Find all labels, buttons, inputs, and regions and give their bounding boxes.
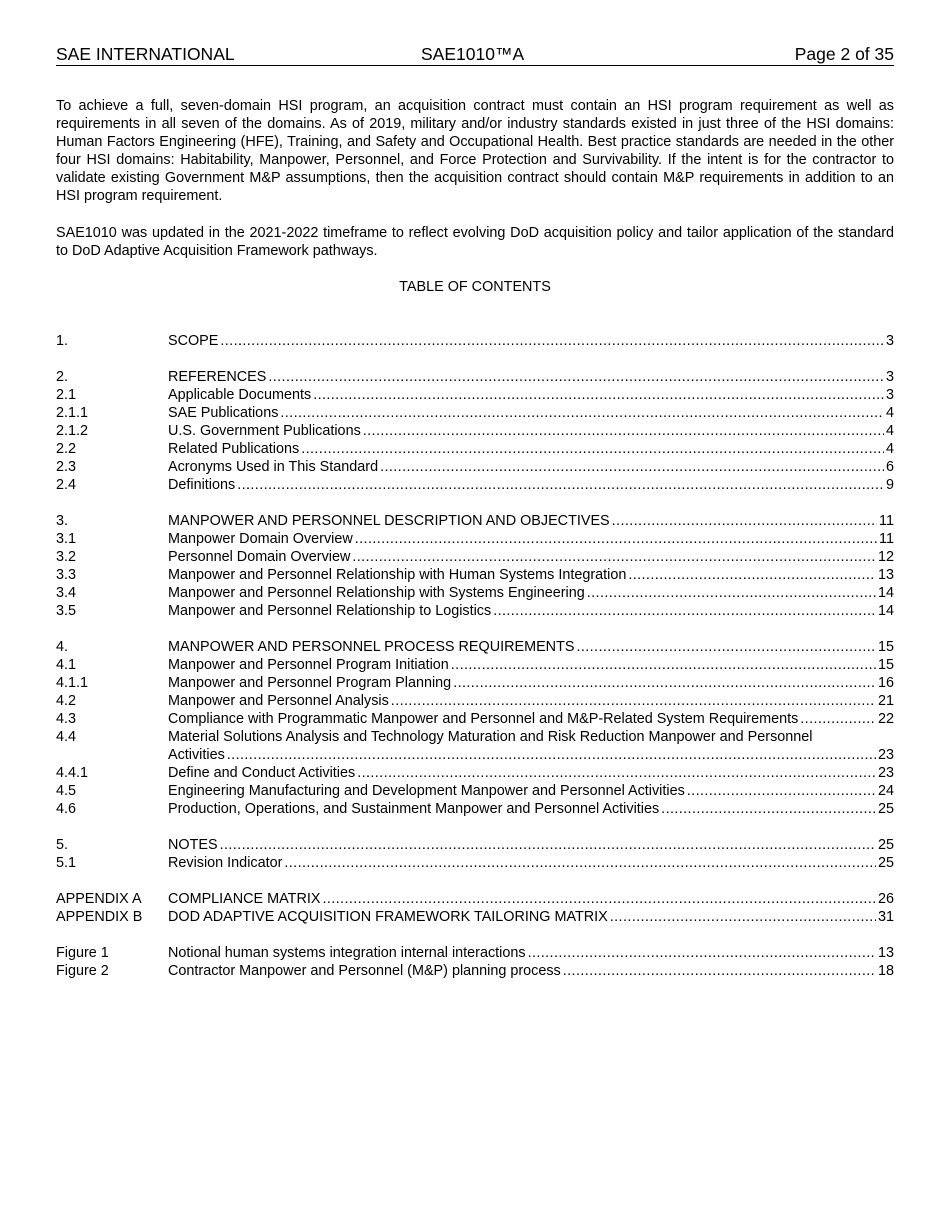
toc-entry-number: Figure 1 [56,945,109,961]
toc-entry-title: Manpower and Personnel Relationship with Systems Engineering [168,585,585,601]
toc-entry-number: 4.1.1 [56,675,89,691]
toc-dot-leader [587,584,876,602]
toc-dot-leader [268,368,884,386]
toc-entry-page: 23 [877,765,894,781]
toc-entry-number: 4.4.1 [56,765,89,781]
toc-dot-leader [453,674,876,692]
toc-entry-page: 3 [885,369,894,385]
toc-dot-leader [661,800,876,818]
toc-entry-link[interactable] [168,782,894,800]
toc-entry-title: Define and Conduct Activities [168,765,356,781]
toc-entry-title: SAE Publications [168,405,279,421]
toc-entry-title: MANPOWER AND PERSONNEL PROCESS REQUIREMENTS [168,639,575,655]
toc-entry-title: Acronyms Used in This Standard [168,459,379,475]
toc-entry[interactable] [56,602,894,620]
toc-entry-link[interactable] [168,692,894,710]
toc-dot-leader [237,476,884,494]
toc-entry-title: Compliance with Programmatic Manpower and Personnel and M&P-Related System Requirements [168,711,799,727]
toc-entry-title: MANPOWER AND PERSONNEL DESCRIPTION AND OBJECTIVES [168,513,610,529]
toc-entry-number: 4.6 [56,801,77,817]
toc-entry-number: 2.4 [56,477,77,493]
toc-entry[interactable] [56,692,894,710]
toc-entry-page: 25 [877,855,894,871]
toc-entry-link[interactable] [168,602,894,620]
toc-entry-page: 25 [877,801,894,817]
toc-entry-link[interactable] [168,404,894,422]
toc-entry[interactable] [56,764,894,782]
toc-entry-number: 4.3 [56,711,77,727]
toc-dot-leader [528,944,876,962]
toc-entry-page: 24 [877,783,894,799]
toc-entry-link[interactable] [168,944,894,962]
toc-entry-page: 16 [877,675,894,691]
toc-entry[interactable] [56,404,894,422]
toc-entry-number: 5.1 [56,855,77,871]
toc-entry-title: Definitions [168,477,236,493]
toc-entry-number: 2.1.1 [56,405,89,421]
toc-entry-page: 3 [885,387,894,403]
toc-entry-title: Personnel Domain Overview [168,549,351,565]
toc-entry-link[interactable] [168,710,894,728]
toc-entry-page: 3 [885,333,894,349]
toc-entry-page: 4 [885,441,894,457]
toc-dot-leader [800,710,876,728]
toc-entry-page: 31 [877,909,894,925]
toc-entry-page: 15 [877,657,894,673]
toc-entry-page: 6 [885,459,894,475]
toc-entry-page: 18 [877,963,894,979]
toc-entry[interactable] [56,782,894,800]
toc-entry-title: Revision Indicator [168,855,283,871]
toc-entry-link[interactable] [168,332,894,350]
toc-entry-link[interactable] [168,908,894,926]
toc-entry-title: Manpower and Personnel Analysis [168,693,389,709]
toc-entry-title: Related Publications [168,441,300,457]
toc-entry-number: 2. [56,369,69,385]
toc-entry-page: 14 [877,585,894,601]
toc-entry-title: U.S. Government Publications [168,423,361,439]
toc-entry-link[interactable] [168,890,894,908]
toc-entry-link[interactable] [168,674,894,692]
toc-entry-number: 3.1 [56,531,77,547]
intro-paragraph-2: SAE1010 was updated in the 2021-2022 timeframe to reflect evolving DoD acquisition policy and tailor application of the standard to DoD Adaptive Acquisition Framework pathways. [56,225,894,259]
toc-entry-link[interactable] [168,566,894,584]
toc-entry-link[interactable] [168,386,894,404]
toc-entry-link[interactable] [168,854,894,872]
toc-dot-leader [576,638,876,656]
toc-entry[interactable] [56,962,894,980]
toc-entry-page: 21 [877,693,894,709]
toc-dot-leader [610,908,876,926]
toc-entry[interactable] [56,908,894,926]
toc-entry[interactable] [56,566,894,584]
toc-entry[interactable] [56,890,894,908]
toc-entry-number: 2.1 [56,387,77,403]
toc-entry[interactable] [56,728,894,764]
toc-dot-leader [391,692,876,710]
toc-entry-page: 13 [877,945,894,961]
toc-entry[interactable] [56,332,894,350]
toc-entry[interactable] [56,800,894,818]
toc-entry-page: 15 [877,639,894,655]
toc-entry[interactable] [56,656,894,674]
toc-dot-leader [227,746,876,764]
intro-paragraph-1: To achieve a full, seven-domain HSI program, an acquisition contract must contain an HSI program requirement as well as requirements in all seven of the domains. As of 2019, military and/or industry standards existed in just three of the HSI domains: Human Factors Engineering (HFE), Training, and Safety and Occupational Health. Best practice standards are needed in the other four HSI domains: Habitability, Manpower, Personnel, and Force Protection and Survivability. If the intent is for the contractor to validate existing Government M&P assumptions, then the acquisition contract should contain M&P requirements in addition to an HSI program requirement. [56,98,894,204]
toc-dot-leader [352,548,876,566]
toc-entry-number: 5. [56,837,69,853]
toc-entry-number: 3. [56,513,69,529]
toc-entry-title: Manpower and Personnel Program Initiation [168,657,449,673]
toc-entry-title: Contractor Manpower and Personnel (M&P) planning process [168,963,561,979]
toc-entry[interactable] [56,458,894,476]
toc-entry-title: Engineering Manufacturing and Development Manpower and Personnel Activities [168,783,685,799]
toc-entry[interactable] [56,836,894,854]
toc-entry-number: APPENDIX B [56,909,143,925]
toc-dot-leader [322,890,876,908]
toc-entry-number: 4. [56,639,69,655]
toc-entry[interactable] [56,530,894,548]
toc-entry-title: Production, Operations, and Sustainment Manpower and Personnel Activities [168,801,660,817]
toc-entry-page: 11 [879,531,894,547]
toc-entry-number: 4.4 [56,729,77,745]
toc-entry-title: Manpower and Personnel Program Planning [168,675,452,691]
toc-entry-title: Applicable Documents [168,387,312,403]
toc-dot-leader [612,512,877,530]
toc-entry-number: 3.3 [56,567,77,583]
toc-entry-number: APPENDIX A [56,891,142,907]
toc-entry[interactable] [56,476,894,494]
toc-entry-number: 3.4 [56,585,77,601]
toc-entry-title: Manpower Domain Overview [168,531,353,547]
toc-dot-leader [380,458,884,476]
toc-entry-title: Manpower and Personnel Relationship to Logistics [168,603,492,619]
toc-entry-title: REFERENCES [168,369,267,385]
toc-entry-number: Figure 2 [56,963,109,979]
toc-entry-title: Notional human systems integration internal interactions [168,945,526,961]
toc-entry-number: 1. [56,333,69,349]
header-document-id: SAE1010™A [421,44,525,64]
toc-entry-title: COMPLIANCE MATRIX [168,891,321,907]
toc-entry-number: 4.5 [56,783,77,799]
toc-entry-link[interactable] [168,836,894,854]
toc-entry-title: Manpower and Personnel Relationship with Human Systems Integration [168,567,627,583]
toc-entry-link[interactable] [168,440,894,458]
toc-entry[interactable] [56,584,894,602]
toc-entry-page: 9 [885,477,894,493]
toc-entry-link[interactable] [168,764,894,782]
toc-entry-title-line1: Material Solutions Analysis and Technology Maturation and Risk Reduction Manpower and Personnel [168,729,813,745]
toc-entry-link[interactable] [168,800,894,818]
toc-entry-page: 11 [879,513,894,529]
toc-dot-leader [280,404,884,422]
toc-entry[interactable] [56,422,894,440]
toc-entry-link[interactable] [168,512,894,530]
toc-entry-number: 3.2 [56,549,77,565]
toc-heading: TABLE OF CONTENTS [399,279,551,295]
toc-dot-leader [451,656,876,674]
toc-dot-leader [628,566,876,584]
toc-dot-leader [363,422,884,440]
toc-entry-link[interactable] [168,530,894,548]
toc-dot-leader [357,764,876,782]
toc-dot-leader [284,854,876,872]
table-of-contents [56,332,894,980]
toc-entry-link[interactable] [168,422,894,440]
toc-entry-number: 3.5 [56,603,77,619]
toc-entry-page: 22 [877,711,894,727]
toc-entry-page: 25 [877,837,894,853]
toc-entry-title: NOTES [168,837,218,853]
toc-entry-link[interactable] [168,548,894,566]
toc-entry-number: 2.3 [56,459,77,475]
toc-dot-leader [493,602,876,620]
toc-entry-link[interactable] [168,458,894,476]
toc-dot-leader [563,962,876,980]
toc-entry-link[interactable] [168,584,894,602]
toc-entry-link[interactable] [168,476,894,494]
toc-dot-leader [313,386,884,404]
toc-entry[interactable] [56,368,894,386]
toc-dot-leader [687,782,876,800]
toc-entry-number: 2.2 [56,441,77,457]
header-organization: SAE INTERNATIONAL [56,44,235,64]
toc-entry-link[interactable] [168,368,894,386]
toc-entry-page: 14 [877,603,894,619]
toc-dot-leader [220,836,876,854]
toc-dot-leader [220,332,884,350]
toc-entry[interactable] [56,854,894,872]
toc-entry-number: 4.1 [56,657,77,673]
toc-entry-page: 12 [877,549,894,565]
toc-entry-link[interactable] [168,656,894,674]
toc-entry[interactable] [56,638,894,656]
toc-entry-page: 26 [877,891,894,907]
toc-entry-title: DOD ADAPTIVE ACQUISITION FRAMEWORK TAILORING MATRIX [168,909,608,925]
toc-entry-link[interactable] [168,638,894,656]
toc-entry-title: Activities [168,747,225,763]
page-header [56,43,894,66]
toc-entry-number: 4.2 [56,693,77,709]
toc-entry[interactable] [56,512,894,530]
toc-entry[interactable] [56,710,894,728]
toc-dot-leader [355,530,877,548]
toc-entry[interactable] [56,548,894,566]
toc-entry-number: 2.1.2 [56,423,89,439]
toc-entry-link[interactable] [168,746,894,764]
toc-entry-page: 13 [877,567,894,583]
toc-entry-link[interactable] [168,962,894,980]
toc-entry-page: 4 [885,423,894,439]
toc-entry[interactable] [56,944,894,962]
toc-entry-page: 4 [885,405,894,421]
toc-entry[interactable] [56,440,894,458]
toc-entry[interactable] [56,674,894,692]
toc-entry-title: SCOPE [168,333,219,349]
toc-dot-leader [301,440,884,458]
toc-entry-page: 23 [877,747,894,763]
toc-entry[interactable] [56,386,894,404]
header-page-number: Page 2 of 35 [794,44,894,64]
